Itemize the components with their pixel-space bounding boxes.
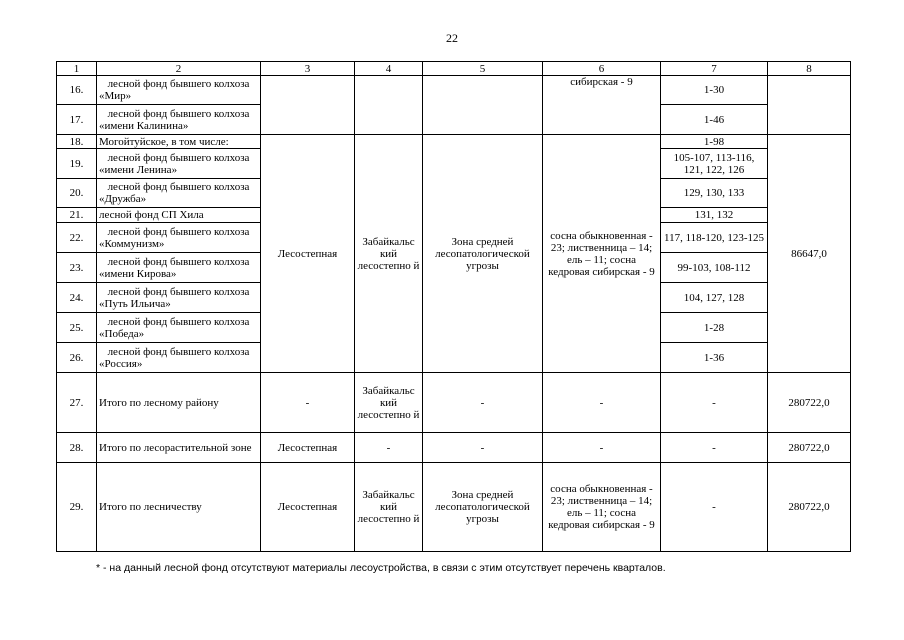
row-name: лесной фонд бывшего колхоза «Коммунизм» <box>97 223 261 253</box>
quarters-cell: - <box>661 373 768 433</box>
header-row <box>57 62 851 76</box>
header-cell: 8 <box>768 62 851 76</box>
row-name: лесной фонд бывшего колхоза «Россия» <box>97 343 261 373</box>
table-row <box>57 135 851 149</box>
header-cell: 6 <box>543 62 661 76</box>
species-cell: сосна обыкновенная - 23; лиственница – 14; ель – 11; сосна кедровая сибирская - 9 <box>543 135 661 373</box>
forest-region-cell: Забайкальс кий лесостепно й <box>355 135 423 373</box>
row-name: Итого по лесному району <box>97 373 261 433</box>
row-name: лесной фонд бывшего колхоза «имени Калинина» <box>97 105 261 135</box>
row-number: 29. <box>57 463 97 552</box>
quarters-cell: 117, 118-120, 123-125 <box>661 223 768 253</box>
row-name: лесной фонд бывшего колхоза «Путь Ильича» <box>97 283 261 313</box>
table-row <box>57 76 851 105</box>
row-name: лесной фонд бывшего колхоза «Дружба» <box>97 179 261 208</box>
row-name: лесной фонд бывшего колхоза «Мир» <box>97 76 261 105</box>
vegetation-zone-cell: Лесостепная <box>261 433 355 463</box>
quarters-cell: 1-36 <box>661 343 768 373</box>
quarters-cell: 1-46 <box>661 105 768 135</box>
empty-cell <box>768 76 851 135</box>
quarters-cell: 131, 132 <box>661 208 768 223</box>
row-number: 19. <box>57 149 97 179</box>
row-number: 28. <box>57 433 97 463</box>
row-number: 25. <box>57 313 97 343</box>
row-name: Итого по лесорастительной зоне <box>97 433 261 463</box>
row-number: 20. <box>57 179 97 208</box>
forest-table <box>56 61 851 552</box>
species-cell: - <box>543 373 661 433</box>
empty-cell <box>355 76 423 135</box>
area-cell: 280722,0 <box>768 463 851 552</box>
row-number: 23. <box>57 253 97 283</box>
row-number: 21. <box>57 208 97 223</box>
quarters-cell: - <box>661 463 768 552</box>
species-cell: сибирская - 9 <box>543 76 661 135</box>
empty-cell <box>261 76 355 135</box>
header-cell: 2 <box>97 62 261 76</box>
pathology-zone-cell: Зона средней лесопатологической угрозы <box>423 463 543 552</box>
row-number: 24. <box>57 283 97 313</box>
page-number: 22 <box>446 31 458 45</box>
area-cell: 86647,0 <box>768 135 851 373</box>
vegetation-zone-cell: - <box>261 373 355 433</box>
row-name: лесной фонд бывшего колхоза «Победа» <box>97 313 261 343</box>
pathology-zone-cell: - <box>423 373 543 433</box>
footnote: * - на данный лесной фонд отсутствуют материалы лесоустройства, в связи с этим отсутствует перечень кварталов. <box>96 562 666 574</box>
table-row <box>57 373 851 433</box>
row-number: 27. <box>57 373 97 433</box>
species-cell: сосна обыкновенная - 23; лиственница – 14; ель – 11; сосна кедровая сибирская - 9 <box>543 463 661 552</box>
table-row <box>57 463 851 552</box>
pathology-zone-cell: - <box>423 433 543 463</box>
row-name: лесной фонд бывшего колхоза «имени Ленина» <box>97 149 261 179</box>
row-number: 18. <box>57 135 97 149</box>
header-cell: 7 <box>661 62 768 76</box>
quarters-cell: 1-98 <box>661 135 768 149</box>
header-cell: 3 <box>261 62 355 76</box>
quarters-cell: 104, 127, 128 <box>661 283 768 313</box>
empty-cell <box>423 76 543 135</box>
quarters-cell: 129, 130, 133 <box>661 179 768 208</box>
row-number: 17. <box>57 105 97 135</box>
row-number: 26. <box>57 343 97 373</box>
row-name: Итого по лесничеству <box>97 463 261 552</box>
species-cell: - <box>543 433 661 463</box>
vegetation-zone-cell: Лесостепная <box>261 463 355 552</box>
row-number: 22. <box>57 223 97 253</box>
quarters-cell: 1-28 <box>661 313 768 343</box>
forest-region-cell: - <box>355 433 423 463</box>
row-name: лесной фонд бывшего колхоза «имени Кирова» <box>97 253 261 283</box>
row-number: 16. <box>57 76 97 105</box>
quarters-cell: - <box>661 433 768 463</box>
vegetation-zone-cell: Лесостепная <box>261 135 355 373</box>
forest-region-cell: Забайкальс кий лесостепно й <box>355 463 423 552</box>
area-cell: 280722,0 <box>768 373 851 433</box>
header-cell: 1 <box>57 62 97 76</box>
header-cell: 5 <box>423 62 543 76</box>
area-cell: 280722,0 <box>768 433 851 463</box>
table-row <box>57 433 851 463</box>
row-name: лесной фонд СП Хила <box>97 208 261 223</box>
quarters-cell: 1-30 <box>661 76 768 105</box>
header-cell: 4 <box>355 62 423 76</box>
pathology-zone-cell: Зона средней лесопатологической угрозы <box>423 135 543 373</box>
forest-region-cell: Забайкальс кий лесостепно й <box>355 373 423 433</box>
quarters-cell: 99-103, 108-112 <box>661 253 768 283</box>
quarters-cell: 105-107, 113-116, 121, 122, 126 <box>661 149 768 179</box>
row-name: Могойтуйское, в том числе: <box>97 135 261 149</box>
